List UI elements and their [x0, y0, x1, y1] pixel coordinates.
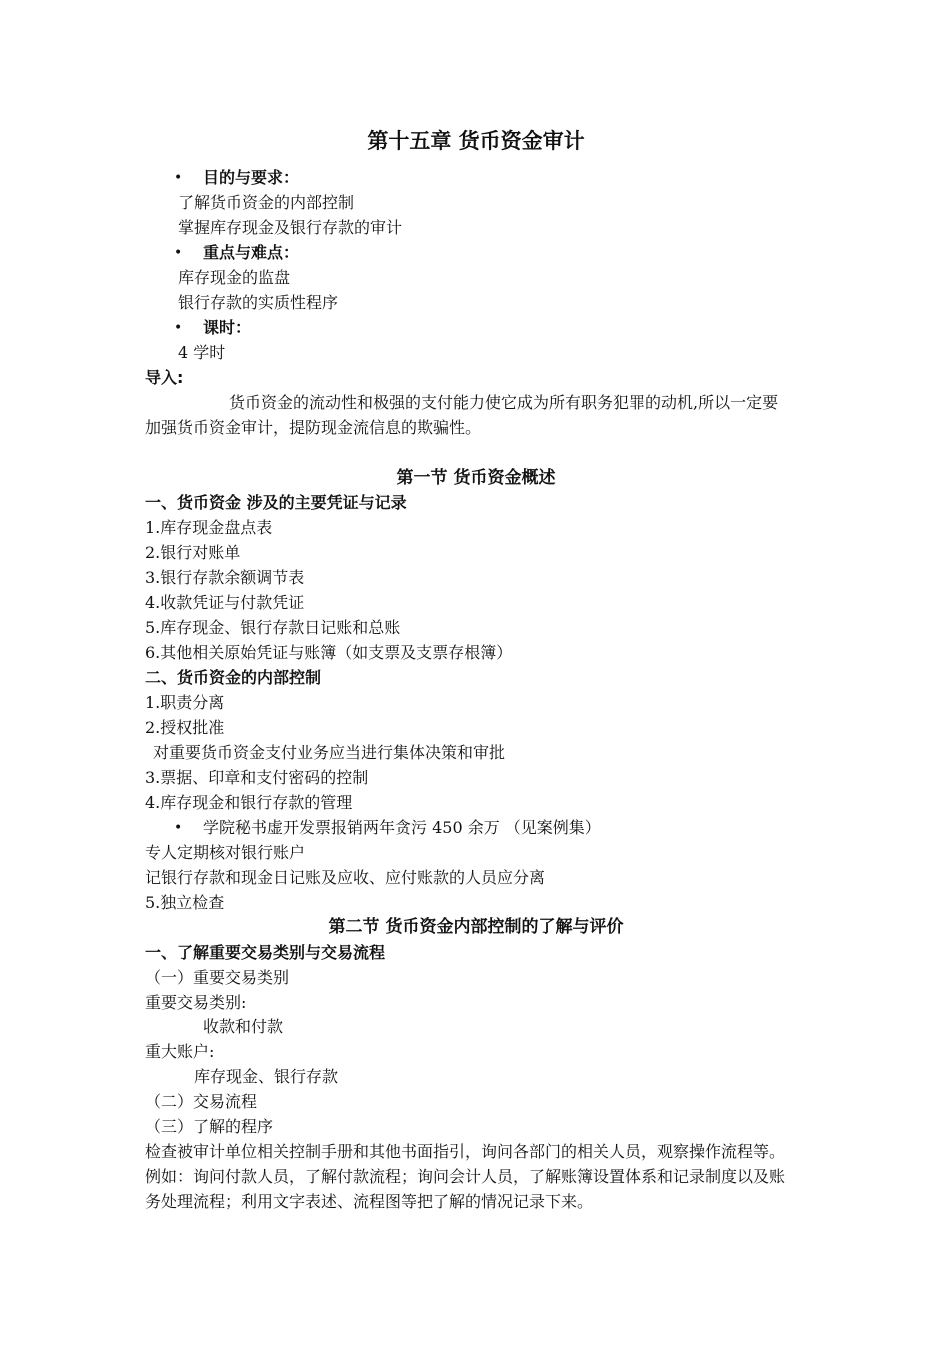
- hours-value: 4 学时: [178, 343, 226, 362]
- intro-text-line: 加强货币资金审计，提防现金流信息的欺骗性。: [145, 418, 482, 437]
- section1-part1-title: 一、货币资金 涉及的主要凭证与记录: [145, 493, 407, 512]
- section2-title: 第二节 货币资金内部控制的了解与评价: [328, 917, 624, 937]
- account-value: 库存现金、银行存款: [194, 1067, 339, 1086]
- bullet-icon: •: [174, 820, 183, 836]
- list-item: 5.库存现金、银行存款日记账和总账: [145, 618, 401, 637]
- list-item: 2.授权批准: [145, 718, 225, 737]
- key-point-item: 银行存款的实质性程序: [178, 293, 339, 312]
- bullet-icon: •: [174, 170, 183, 186]
- intro-label: 导入:: [145, 368, 184, 387]
- objectives-label: 目的与要求：: [203, 168, 300, 187]
- section1-title: 第一节 货币资金概述: [396, 468, 556, 488]
- list-item: 5.独立检查: [145, 893, 225, 912]
- section1-part2-title: 二、货币资金的内部控制: [145, 668, 322, 687]
- section2-part1-title: 一、了解重要交易类别与交易流程: [145, 943, 386, 962]
- list-item: 4.收款凭证与付款凭证: [145, 593, 305, 612]
- subsection-title: （一）重要交易类别: [145, 968, 290, 987]
- list-item-note: 专人定期核对银行账户: [145, 843, 306, 862]
- subsection-title: （三）了解的程序: [145, 1117, 274, 1136]
- bullet-icon: •: [174, 245, 183, 261]
- type-label: 重要交易类别:: [145, 993, 247, 1012]
- list-item: 6.其他相关原始凭证与账簿（如支票及支票存根簿）: [145, 643, 513, 662]
- paragraph-line: 检查被审计单位相关控制手册和其他书面指引，询问各部门的相关人员，观察操作流程等。: [145, 1142, 786, 1161]
- intro-text-line: 货币资金的流动性和极强的支付能力使它成为所有职务犯罪的动机,所以一定要: [229, 393, 779, 412]
- list-item: 2.银行对账单: [145, 543, 241, 562]
- list-item: 3.票据、印章和支付密码的控制: [145, 768, 369, 787]
- type-value: 收款和付款: [203, 1017, 284, 1036]
- paragraph-line: 务处理流程；利用文字表述、流程图等把了解的情况记录下来。: [145, 1192, 594, 1211]
- hours-label: 课时：: [203, 318, 252, 337]
- objective-item: 了解货币资金的内部控制: [178, 193, 355, 212]
- list-item: 4.库存现金和银行存款的管理: [145, 793, 353, 812]
- case-reference: 学院秘书虚开发票报销两年贪污 450 余万 （见案例集）: [203, 818, 601, 837]
- bullet-icon: •: [174, 320, 183, 336]
- list-item: 1.库存现金盘点表: [145, 518, 273, 537]
- paragraph-line: 例如：询问付款人员，了解付款流程；询问会计人员，了解账簿设置体系和记录制度以及账: [145, 1167, 786, 1186]
- list-item: 1.职责分离: [145, 693, 225, 712]
- chapter-title: 第十五章 货币资金审计: [367, 129, 585, 153]
- objective-item: 掌握库存现金及银行存款的审计: [178, 218, 403, 237]
- list-item-note: 对重要货币资金支付业务应当进行集体决策和审批: [153, 743, 506, 762]
- key-points-label: 重点与难点：: [203, 243, 300, 262]
- list-item-note: 记银行存款和现金日记账及应收、应付账款的人员应分离: [145, 868, 546, 887]
- subsection-title: （二）交易流程: [145, 1092, 258, 1111]
- list-item: 3.银行存款余额调节表: [145, 568, 305, 587]
- key-point-item: 库存现金的监盘: [178, 268, 291, 287]
- account-label: 重大账户:: [145, 1042, 215, 1061]
